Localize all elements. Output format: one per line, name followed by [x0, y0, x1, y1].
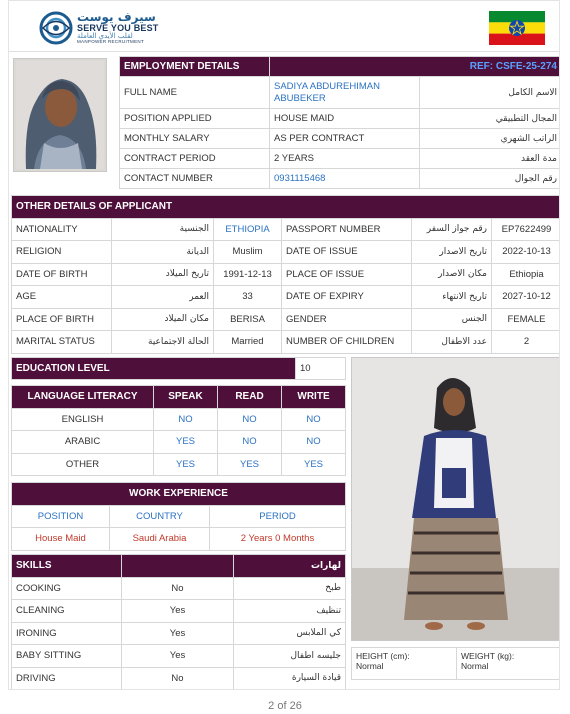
read-heading: READ: [218, 386, 282, 409]
full-name-value: SADIYA ABDUREHIMAN ABUBEKER: [270, 77, 420, 109]
other-details-row: [12, 286, 561, 309]
skill-name-ar: قيادة السيارة: [234, 667, 346, 690]
work-period-heading: PERIOD: [210, 505, 346, 528]
skill-name-ar: جليسه اطفال: [234, 645, 346, 668]
work-country-heading: COUNTRY: [110, 505, 210, 528]
detail-label-ar: تاريخ الاصدار: [412, 241, 492, 264]
read-value: YES: [218, 453, 282, 476]
skill-value: Yes: [122, 645, 234, 668]
monthly-salary-label: MONTHLY SALARY: [120, 129, 270, 149]
work-position-value: House Maid: [12, 528, 110, 551]
speak-heading: SPEAK: [154, 386, 218, 409]
work-position-heading: POSITION: [12, 505, 110, 528]
detail-label-ar: الحالة الاجتماعية: [112, 331, 214, 354]
skills-table: [11, 554, 346, 690]
education-level-value: 10: [296, 358, 346, 380]
measurements-table: [351, 647, 560, 680]
work-period-value: 2 Years 0 Months: [210, 528, 346, 551]
header-divider: [9, 51, 560, 52]
full-name-label-ar: الاسم الكامل: [420, 77, 561, 109]
work-experience-table: [11, 482, 346, 551]
height-label: HEIGHT (cm):: [356, 651, 410, 661]
contract-period-value: 2 YEARS: [270, 149, 420, 169]
detail-value: 1991-12-13: [214, 263, 282, 286]
detail-label-ar: الجنس: [412, 308, 492, 331]
language-row: [12, 431, 346, 454]
read-value: NO: [218, 431, 282, 454]
detail-value: Muslim: [214, 241, 282, 264]
language-name: ENGLISH: [12, 408, 154, 431]
language-literacy-heading: LANGUAGE LITERACY: [12, 386, 154, 409]
detail-value: EP7622499: [492, 218, 561, 241]
skills-heading-ar: لهارات: [234, 555, 346, 578]
other-details-row: [12, 331, 561, 354]
detail-value: 2022-10-13: [492, 241, 561, 264]
skill-value: No: [122, 577, 234, 600]
detail-label: GENDER: [282, 308, 412, 331]
contact-number-value[interactable]: 0931115468: [270, 169, 420, 189]
detail-label: DATE OF ISSUE: [282, 241, 412, 264]
detail-label: RELIGION: [12, 241, 112, 264]
contact-number-label: CONTACT NUMBER: [120, 169, 270, 189]
detail-label-ar: الديانة: [112, 241, 214, 264]
detail-label: PLACE OF BIRTH: [12, 308, 112, 331]
other-details-row: [12, 241, 561, 264]
language-row: [12, 453, 346, 476]
page-indicator: 2 of 26: [268, 700, 302, 712]
detail-value: Married: [214, 331, 282, 354]
skill-row: [12, 645, 346, 668]
contract-period-label-ar: مدة العقد: [420, 149, 561, 169]
other-details-row: [12, 218, 561, 241]
language-row: [12, 408, 346, 431]
skill-name: COOKING: [12, 577, 122, 600]
skills-heading: SKILLS: [12, 555, 122, 578]
write-value: NO: [282, 431, 346, 454]
skill-value: No: [122, 667, 234, 690]
skill-name: IRONING: [12, 622, 122, 645]
weight-label: WEIGHT (kg):: [461, 651, 515, 661]
detail-value: 33: [214, 286, 282, 309]
skill-value: Yes: [122, 600, 234, 623]
detail-value: FEMALE: [492, 308, 561, 331]
other-details-row: [12, 263, 561, 286]
logo-tagline: MANPOWER RECRUITMENT: [77, 39, 144, 45]
cv-page: [8, 0, 560, 690]
monthly-salary-value: AS PER CONTRACT: [270, 129, 420, 149]
detail-label: AGE: [12, 286, 112, 309]
detail-label: PASSPORT NUMBER: [282, 218, 412, 241]
employment-details-table: [119, 56, 560, 189]
height-value: Normal: [356, 661, 384, 671]
detail-label-ar: عدد الاطفال: [412, 331, 492, 354]
detail-value: Ethiopia: [492, 263, 561, 286]
company-logo: [39, 11, 159, 45]
speak-value: YES: [154, 431, 218, 454]
language-name: OTHER: [12, 453, 154, 476]
detail-value: 2027-10-12: [492, 286, 561, 309]
position-applied-value: HOUSE MAID: [270, 109, 420, 129]
ethiopia-flag-icon: [489, 11, 545, 45]
skill-row: [12, 577, 346, 600]
skill-row: [12, 622, 346, 645]
detail-label-ar: العمر: [112, 286, 214, 309]
work-experience-heading: WORK EXPERIENCE: [12, 483, 346, 506]
detail-label: PLACE OF ISSUE: [282, 263, 412, 286]
read-value: NO: [218, 408, 282, 431]
detail-label: NUMBER OF CHILDREN: [282, 331, 412, 354]
detail-label-ar: تاريخ الميلاد: [112, 263, 214, 286]
skill-name: DRIVING: [12, 667, 122, 690]
detail-label: NATIONALITY: [12, 218, 112, 241]
logo-arabic-subtitle: لقلب الأيدي العاملة: [77, 32, 133, 41]
monthly-salary-label-ar: الراتب الشهري: [420, 129, 561, 149]
write-heading: WRITE: [282, 386, 346, 409]
skill-name: BABY SITTING: [12, 645, 122, 668]
skill-name: CLEANING: [12, 600, 122, 623]
skill-name-ar: كي الملابس: [234, 622, 346, 645]
detail-label: MARITAL STATUS: [12, 331, 112, 354]
speak-value: NO: [154, 408, 218, 431]
logo-arabic-name: سيرف يوست: [77, 10, 156, 24]
other-details-row: [12, 308, 561, 331]
work-country-value: Saudi Arabia: [110, 528, 210, 551]
skill-name-ar: تنظيف: [234, 600, 346, 623]
detail-value: BERISA: [214, 308, 282, 331]
applicant-full-body-photo: [351, 357, 560, 641]
other-details-heading: OTHER DETAILS OF APPLICANT: [12, 196, 561, 219]
detail-label-ar: رقم جواز السفر: [412, 218, 492, 241]
full-name-label: FULL NAME: [120, 77, 270, 109]
language-literacy-table: [11, 385, 346, 476]
education-level-label: EDUCATION LEVEL: [12, 358, 296, 380]
reference-number: REF: CSFE-25-274: [270, 57, 561, 77]
skills-heading-spacer: [122, 555, 234, 578]
employment-details-heading: EMPLOYMENT DETAILS: [120, 57, 270, 77]
skill-name-ar: طبخ: [234, 577, 346, 600]
other-details-table: [11, 195, 560, 354]
detail-label-ar: مكان الاصدار: [412, 263, 492, 286]
detail-value: 2: [492, 331, 561, 354]
detail-label-ar: مكان الميلاد: [112, 308, 214, 331]
language-name: ARABIC: [12, 431, 154, 454]
education-level-table: [11, 357, 346, 380]
skill-row: [12, 667, 346, 690]
speak-value: YES: [154, 453, 218, 476]
contract-period-label: CONTRACT PERIOD: [120, 149, 270, 169]
detail-value: ETHIOPIA: [214, 218, 282, 241]
detail-label-ar: تاريخ الانتهاء: [412, 286, 492, 309]
skill-value: Yes: [122, 622, 234, 645]
height-cell: [352, 648, 457, 680]
detail-label-ar: الجنسية: [112, 218, 214, 241]
contact-number-label-ar: رقم الجوال: [420, 169, 561, 189]
position-applied-label-ar: المجال التطبيقي: [420, 109, 561, 129]
detail-label: DATE OF EXPIRY: [282, 286, 412, 309]
detail-label: DATE OF BIRTH: [12, 263, 112, 286]
weight-cell: [457, 648, 561, 680]
weight-value: Normal: [461, 661, 489, 671]
write-value: YES: [282, 453, 346, 476]
globe-logo-icon: [39, 11, 73, 45]
skill-row: [12, 600, 346, 623]
applicant-headshot: [13, 58, 107, 172]
position-applied-label: POSITION APPLIED: [120, 109, 270, 129]
write-value: NO: [282, 408, 346, 431]
logo-english-name: SERVE YOU BEST: [77, 22, 159, 33]
